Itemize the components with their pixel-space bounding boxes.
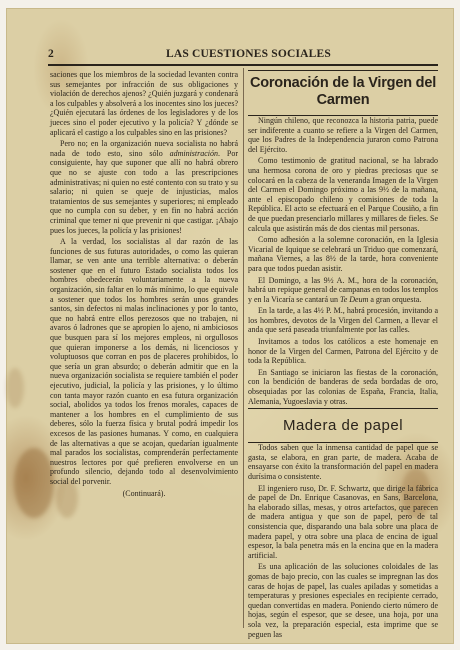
- water-stain: [6, 368, 24, 408]
- page-header: [48, 48, 438, 64]
- paragraph: En Santiago se iniciaron las fiestas de la coronación, con la bendición de banderas de seda bordadas de oro, obsequiadas por las colonias de España, Francia, Italia, Alemania, Yugoeslavia y otras.: [248, 367, 438, 406]
- paragraph: A la verdad, los socialistas al dar razón de las funciones de sus futuras autoridades, o como las quieran llamar, se ven ante una terrible alternativa: o deberán sostener que en el futuro Estado socialista todos los hombres obedecerán voluntariamente a la nueva organización, sin faltar en lo más mínimo, lo que equivale a sostener que todos los hombres serán unos grandes santos, sin defectos ni malas inclinaciones y por lo tanto, que no habrá entre ellos perezosos que no trabajen, ni avaros ó ladrones que se apropien lo ajeno, ni ambiciosos que busquen para sí los mejores empleos, ni orgullosos que quieran imponerse a los demás, ni licenciosos y voluptuosos que corran en pos de placeres prohibidos, lo que sería un gran absurdo; o deberán admitir que en la nueva organización socialista se requiere también el poder ejecutivo, judicial, la policía y las prisiones, y lo último con tanta mayor razón cuanto en esa futura organización social, abolidos ya todos los frenos morales, capaces de mantener a los hombres en el cumplimiento de sus deberes, sólo la fuerza física y brutal podrá impedir los excesos de las pasiones humanas. Y como, en cualquiera de las alternativas a que se acojan, quedarían igualmente mal parados los socialistas, comprenderán perfectamente nuestros lectores por qué prefieren envolverse en un profundo silencio, dejando todo al desenvolvimiento social del porvenir.: [50, 237, 238, 486]
- paragraph: En la tarde, a las 4½ P. M., habrá procesión, invitando a los hombres, devotos de la Virgen del Carmen, a llevar el anda que será paseada triunfalmente por las calles.: [248, 306, 438, 335]
- paragraph: Invitamos a todos los católicos a este homenaje en honor de la Virgen del Carmen, Patrona del Ejército y de toda la República.: [248, 337, 438, 366]
- paragraph: Pero no; en la organización nueva socialista no habrá nada de todo esto, sino sólo administración. Por consiguiente, hay que suponer que allí no habrá obrero que no se ajuste con todo a las prescripciones administrativas; ni quien no esté contento con su trato y su salario; ni quien se queje de injusticias, malos tratamientos de sus semejantes y superiores; ni empleado que no cumpla con su deber, y en fin no habrá acción criminal que temer ni que prevenir ni que castigar. ¡Abajo pues los jueces, la policía y las prisiones!: [50, 139, 238, 235]
- article-title: Coronación de la Virgen del Carmen: [249, 75, 437, 108]
- article-title: Madera de papel: [282, 417, 404, 435]
- paragraph: Es una aplicación de las soluciones coloidales de las gomas de bajo precio, con las cuales se impregnan las dos caras de hojas de papel, las cuales apiladas y sometidas a temperaturas y presiones especiales en recipiente cerrado, quedan convertidas en madera. Poniendo cierto número de hojas, según el espesor, que se desee, una hoja, por una sola vez, la preparación especial, esta imprime que se peguen las: [248, 562, 438, 639]
- paragraph: Como testimonio de gratitud nacional, se ha labrado una hermosa corona de oro y piedras preciosas que se colocará en la cabeza de la veneranda Imagen de la Virgen del Carmen el Domingo próximo a las 9½ de la mañana, ante el episcopado chileno y comisiones de toda la República. El acto se efectuará en el Parque Cousiño, a fin de que puedan presenciarlo millares y millares de fieles. Se calcula que asistirán más de dos cientas mil personas.: [248, 156, 438, 233]
- header-rule: [48, 64, 438, 66]
- paragraph: El ingeniero ruso, Dr. F. Schwartz, que dirige la fábrica de papel de Dn. Enrique Casanovas, en Sans, Barcelona, ha elaborado sillas, mesas, y otros artefactos, que parecen de madera antigua y que son de papel, pero de tal consistencia que, disparando una bala sobre una placa de madera papel, y otra sobre una placa de encina de igual espesor, la bala penetra más en la encina que en la madera artificial.: [248, 483, 438, 560]
- paragraph: El Domingo, a las 9½ A. M., hora de la coronación, habrá un repique general de campanas en todos los templos y en la Vicaría se cantará un Te Deum a gran orquesta.: [248, 275, 438, 304]
- page-number: 2: [48, 48, 54, 60]
- publication-title: LAS CUESTIONES SOCIALES: [166, 48, 332, 60]
- water-stain: [14, 448, 54, 518]
- paragraph: Ningún chileno, que reconozca la historia patria, puede ser indiferente a cuanto se refiere a la Virgen del Carmen, que los Padres de la Independencia juraron como Patrona del Ejército.: [248, 116, 438, 154]
- right-column: [248, 70, 438, 639]
- left-column: [50, 70, 238, 630]
- paragraph: Como adhesión a la solemne coronación, en la Iglesia Vicarial de Iquique se celebrará un Triduo que comenzará, mañana Viernes, a las 8½ de la tarde, hora conveniente para que todos puedan asistir.: [248, 235, 438, 273]
- article-title-box: [248, 408, 438, 443]
- emphasis: Te Deum: [340, 294, 369, 304]
- continued-note: (Continuará).: [122, 488, 166, 498]
- paragraph: saciones que los miembros de la sociedad levanten contra sus semejantes por infracción de sus obligaciones y violación de derechos ajenos? ¿Quién juzgará y condenará a los culpables y absolverá a los inocentes sino los jueces? ¿Quién ejecutará las órdenes de los legisladores y de los jueces sino el poder ejecutivo y la policía? Y ¿dónde se aplicará el castigo a los culpables sino en las prisiones?: [50, 70, 238, 137]
- column-divider: [243, 68, 244, 628]
- emphasis: administración: [169, 148, 219, 158]
- paragraph: Todos saben que la inmensa cantidad de papel que se gasta, se elabora, en gran parte, de madera. Acaba de ensayarse con éxito la transformación del papel en madera durísima o consistente.: [248, 443, 438, 481]
- article-title-box: [248, 70, 438, 116]
